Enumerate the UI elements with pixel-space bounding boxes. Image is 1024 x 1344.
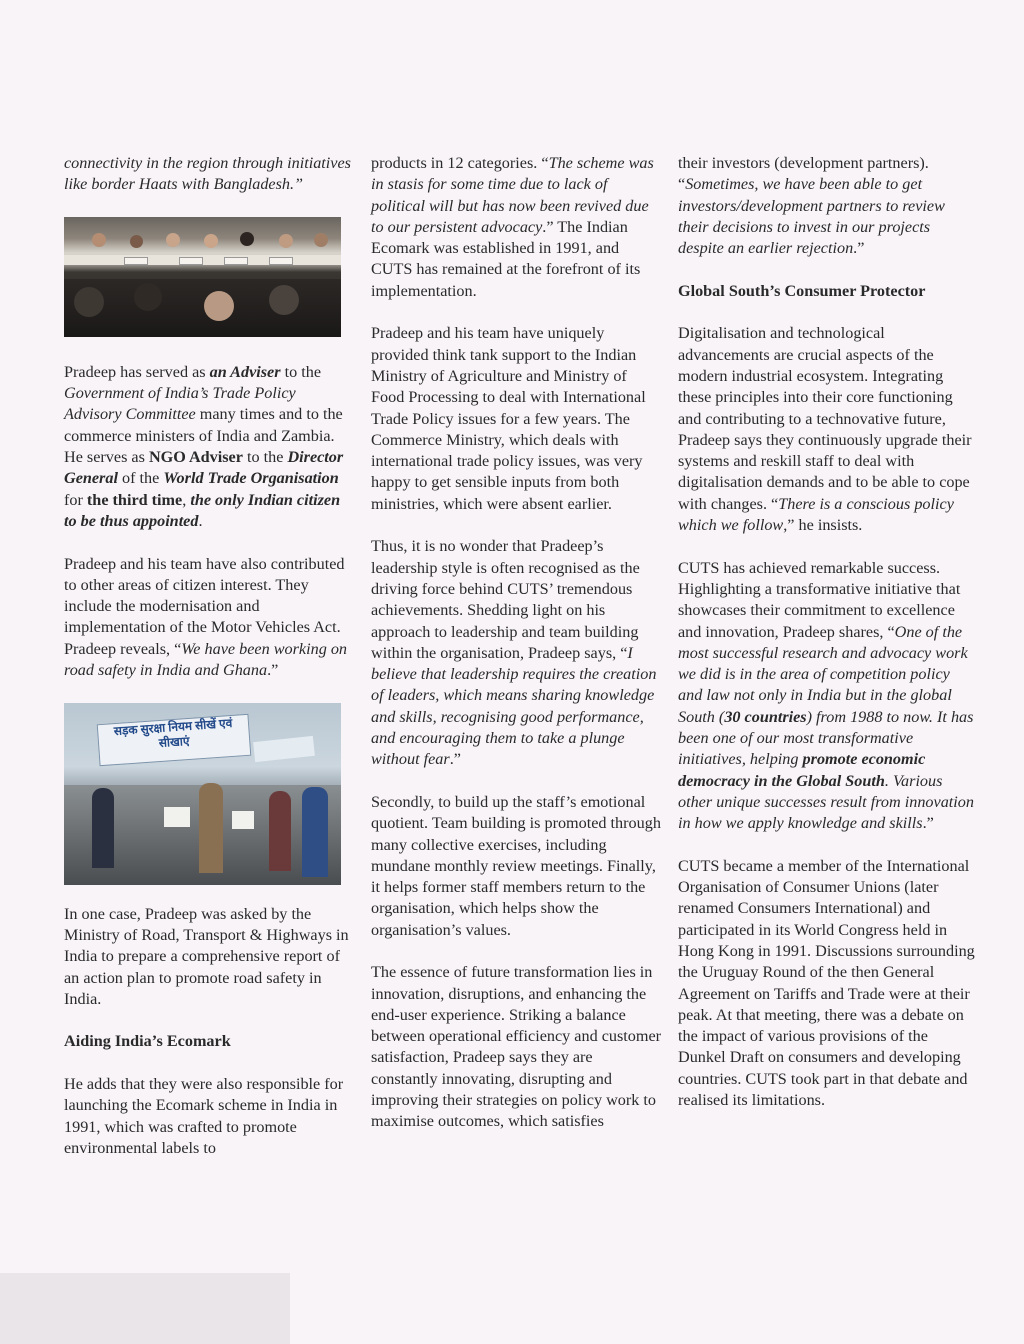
paragraph: products in 12 categories. “The scheme was in stasis for some time due to lack of political will but has now been revived due to our persistent advocacy.” The Indian Ecomark was established in 1991, and CUTS has remained at the forefront of its implementation. bbox=[371, 154, 654, 300]
person bbox=[92, 233, 106, 247]
paragraph: Pradeep has served as an Adviser to the Government of India’s Trade Policy Advisory Committee many times and to the commerce ministers of India and Zambia. He serves as NGO Adviser to the Director General of the World Trade Organisation for the third time, the only Indian citizen to be thus appointed. bbox=[64, 362, 344, 530]
marcher bbox=[92, 788, 114, 868]
banner bbox=[253, 736, 315, 762]
rally-banner: सड़क सुरक्षा नियम सीखें एवं सीखाएं bbox=[97, 713, 252, 766]
column-1 bbox=[64, 153, 354, 1159]
marcher bbox=[199, 783, 223, 873]
column-3 bbox=[678, 153, 978, 1111]
paragraph: Thus, it is no wonder that Pradeep’s leadership style is often recognised as the driving force behind CUTS’ tremendous achievements. Shedding light on his approach to leadership and team building within the organisation, Pradeep says, “I believe that leadership requires the creation of leaders, which means sharing knowledge and skills, recognising good performance, and encouraging them to take a plunge without fear.” bbox=[371, 537, 657, 769]
conference-panel-photo bbox=[64, 217, 341, 337]
name-plate bbox=[269, 257, 293, 265]
paragraph: Pradeep and his team have uniquely provided think tank support to the Indian Ministry of Agriculture and Ministry of Food Processing to deal with International Trade Policy issues for a few years. The Commerce Ministry, which deals with international trade policy issues, was very happy to get sensible inputs from both ministries, which were absent earlier. bbox=[371, 324, 646, 513]
person bbox=[130, 235, 143, 248]
paragraph: The essence of future transformation lies in innovation, disruptions, and enhancing the end-user experience. Striking a balance between operational efficiency and customer satisfaction, Pradeep says they are constantly innovating, disrupting and improving their strategies on policy work to maximise outcomes, which satisfies bbox=[371, 963, 662, 1131]
audience-member bbox=[74, 287, 104, 317]
person bbox=[314, 233, 328, 247]
paragraph: CUTS has achieved remarkable success. Highlighting a transformative initiative that showcases their commitment to excellence and innovation, Pradeep shares, “One of the most successful research and advocacy work we did is in the area of competition policy and law not only in India but in the global South (30 countries) from 1988 to now. It has been one of our most transformative initiatives, helping promote economic democracy in the Global South. Various other unique successes result from innovation in how we apply knowledge and skills.” bbox=[678, 558, 974, 833]
person bbox=[166, 233, 180, 247]
footer-shade-block bbox=[0, 1273, 290, 1344]
name-plate bbox=[224, 257, 248, 265]
person bbox=[279, 234, 293, 248]
section-heading: Global South’s Consumer Protector bbox=[678, 281, 926, 300]
marcher bbox=[302, 787, 328, 877]
audience-member bbox=[134, 283, 162, 311]
paragraph: connectivity in the region through initiatives like border Haats with Bangladesh.” bbox=[64, 154, 351, 194]
audience-member bbox=[269, 285, 299, 315]
paragraph: Pradeep and his team have also contributed to other areas of citizen interest. They include the modernisation and implementation of the Motor Vehicles Act. Pradeep reveals, “We have been working on road safety in India and Ghana.” bbox=[64, 554, 348, 680]
audience bbox=[64, 279, 341, 337]
paragraph: their investors (development partners). “Sometimes, we have been able to get investors/development partners to review their decisions to invest in our projects despite an earlier rejection.” bbox=[678, 154, 945, 258]
placard bbox=[232, 811, 254, 829]
paragraph: In one case, Pradeep was asked by the Ministry of Road, Transport & Highways in India to prepare a comprehensive report of an action plan to promote road safety in India. bbox=[64, 904, 349, 1008]
person bbox=[240, 232, 254, 246]
paragraph: Digitalisation and technological advancements are crucial aspects of the modern industrial ecosystem. Integrating these principles into their core functioning and contributing to a technovative future, Pradeep says they continuously upgrade their systems and reskill staff to deal with digitalisation demands and to be able to cope with changes. “There is a conscious policy which we follow,” he insists. bbox=[678, 324, 972, 535]
name-plate bbox=[124, 257, 148, 265]
paragraph: He adds that they were also responsible for launching the Ecomark scheme in India in 1991, which was crafted to promote environmental labels to bbox=[64, 1075, 344, 1157]
road-safety-rally-photo bbox=[64, 703, 341, 885]
audience-member bbox=[204, 291, 234, 321]
name-plate bbox=[179, 257, 203, 265]
paragraph: Secondly, to build up the staff’s emotional quotient. Team building is promoted through many collective exercises, including mundane monthly review meetings. Finally, it helps former staff members return to the organisation, which helps show the organisation’s values. bbox=[371, 792, 661, 939]
placard bbox=[164, 807, 190, 827]
person bbox=[204, 234, 218, 248]
section-heading: Aiding India’s Ecomark bbox=[64, 1032, 231, 1051]
marcher bbox=[269, 791, 291, 871]
column-2 bbox=[371, 153, 663, 1133]
paragraph: CUTS became a member of the International Organisation of Consumer Unions (later renamed Consumers International) and participated in its World Congress held in Hong Kong in 1991. Discussions surrounding the Uruguay Round of the then General Agreement on Tariffs and Trade were at their peak. At that meeting, there was a debate on the impact of various provisions of the Dunkel Draft on consumers and developing countries. CUTS took part in that debate and realised its limitations. bbox=[678, 856, 975, 1110]
